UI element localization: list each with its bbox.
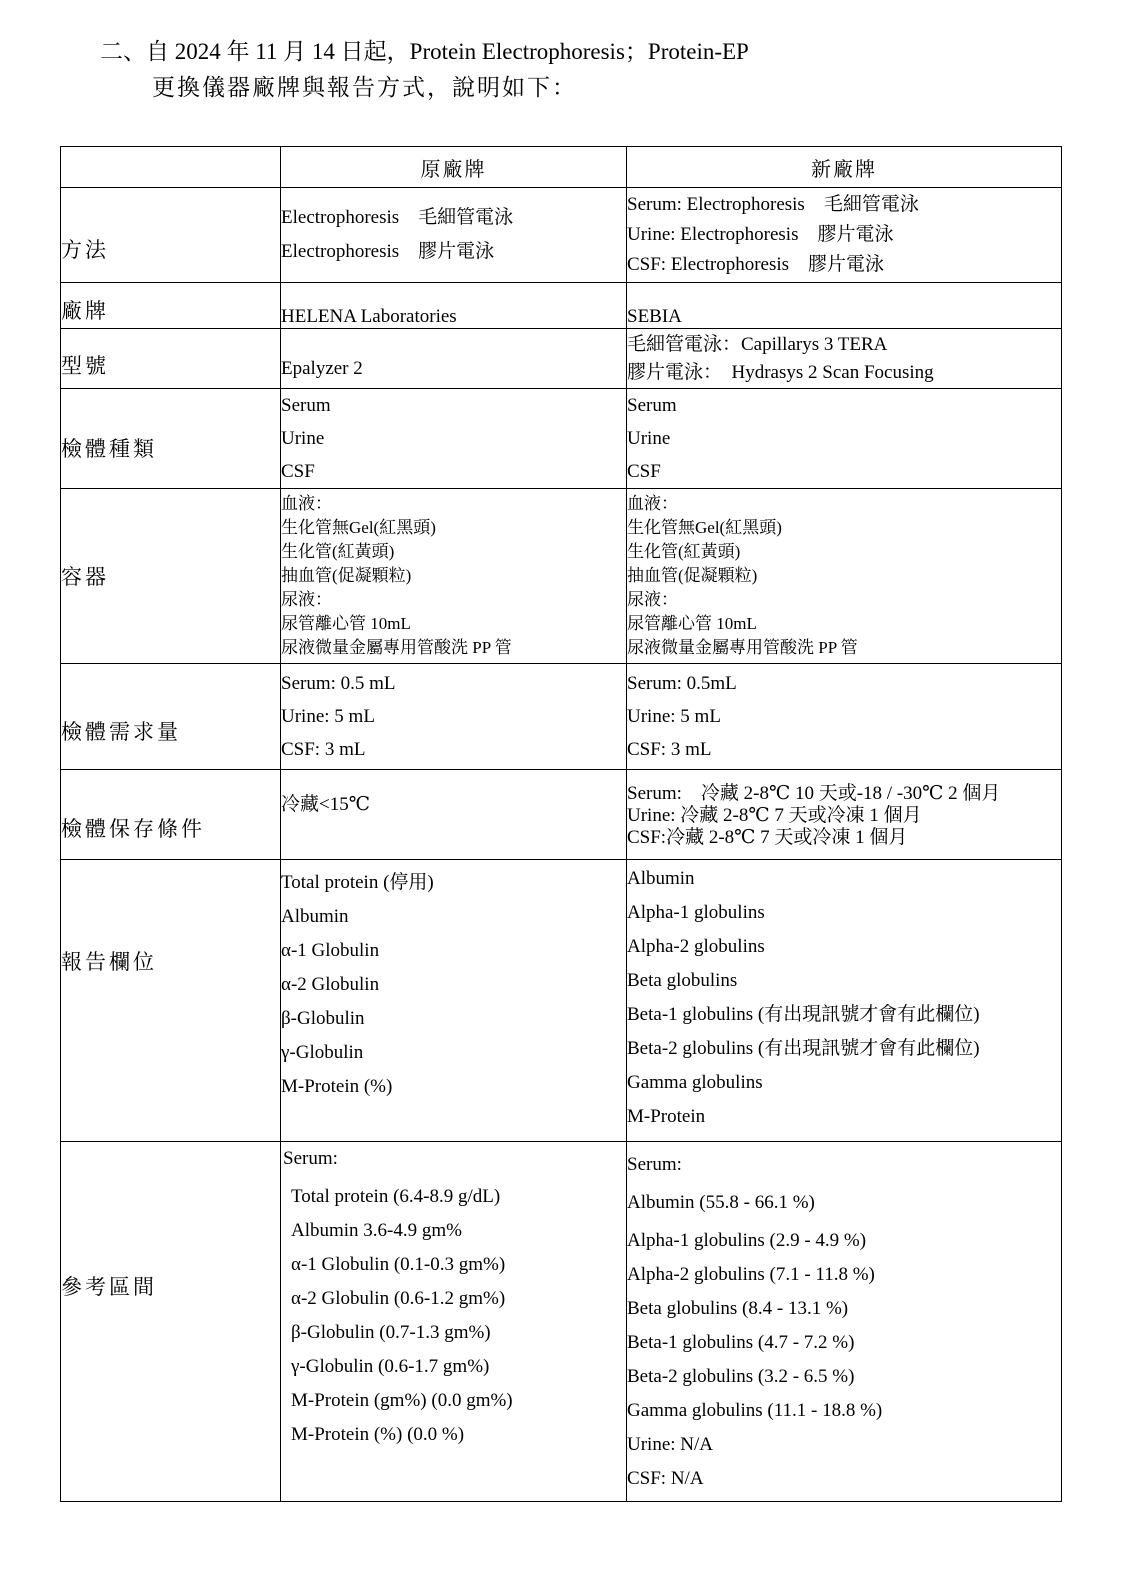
new-cell — [627, 1142, 1062, 1502]
cell-line: Alpha-1 globulins — [627, 902, 765, 923]
cell-line: 抽血管(促凝顆粒) — [627, 566, 758, 585]
row-label: 廠牌 — [61, 283, 281, 329]
row-label: 型號 — [61, 329, 281, 389]
cell-line: Urine: N/A — [627, 1434, 714, 1455]
old-cell — [281, 489, 627, 664]
cell-line: Beta-2 globulins (3.2 - 6.5 %) — [627, 1366, 855, 1387]
cell-line: Urine: 5 mL — [281, 706, 375, 727]
row-label: 參考區間 — [61, 1142, 281, 1502]
cell-line: Urine: Electrophoresis 膠片電泳 — [627, 224, 894, 245]
row-label: 容器 — [61, 489, 281, 664]
old-cell — [281, 283, 627, 329]
cell-line: Serum: 冷藏 2-8℃ 10 天或-18 / -30℃ 2 個月 — [627, 782, 1001, 804]
cell-line: β-Globulin — [281, 1008, 365, 1029]
cell-line: Serum: 0.5 mL — [281, 673, 396, 694]
cell-line: CSF: 3 mL — [627, 739, 712, 760]
cell-line: M-Protein (%) — [281, 1076, 393, 1097]
cell-line: α-1 Globulin (0.1-0.3 gm%) — [291, 1254, 506, 1275]
cell-line: Beta-2 globulins (有出現訊號才會有此欄位) — [627, 1038, 980, 1059]
cell-line: 尿液： — [627, 590, 678, 609]
cell-line: CSF:冷藏 2-8℃ 7 天或冷凍 1 個月 — [627, 826, 908, 848]
old-cell — [281, 860, 627, 1142]
cell-line: Beta-1 globulins (4.7 - 7.2 %) — [627, 1332, 855, 1353]
table-row — [61, 860, 1062, 1142]
cell-line: CSF — [281, 461, 315, 482]
heading — [100, 34, 1080, 106]
new-cell — [627, 489, 1062, 664]
cell-line: 生化管無Gel(紅黑頭) — [627, 518, 782, 537]
table-row — [61, 389, 1062, 489]
table-row — [61, 489, 1062, 664]
cell-line: Albumin (55.8 - 66.1 %) — [627, 1192, 815, 1213]
cell-line: Albumin — [281, 906, 349, 927]
new-cell — [627, 188, 1062, 283]
cell-line: Alpha-2 globulins — [627, 936, 765, 957]
cell-line: Alpha-1 globulins (2.9 - 4.9 %) — [627, 1230, 867, 1251]
cell-line: 尿液： — [281, 590, 332, 609]
table-row — [61, 1142, 1062, 1502]
cell-line: 血液： — [281, 494, 332, 513]
old-cell — [281, 664, 627, 770]
new-cell — [627, 860, 1062, 1142]
cell-line: M-Protein — [627, 1106, 706, 1127]
cell-line: Epalyzer 2 — [281, 358, 363, 379]
cell-line: Urine — [281, 428, 325, 449]
cell-line: Beta-1 globulins (有出現訊號才會有此欄位) — [627, 1004, 980, 1025]
heading-line-1: 二、自 2024 年 11 月 14 日起，Protein Electrophoresis；Protein-EP — [100, 39, 749, 64]
comparison-table — [60, 146, 1062, 1502]
cell-line: Serum: — [627, 1154, 682, 1175]
cell-line: CSF: N/A — [627, 1468, 704, 1489]
new-cell — [627, 664, 1062, 770]
old-cell — [281, 188, 627, 283]
cell-line: 膠片電泳： Hydrasys 2 Scan Focusing — [627, 361, 934, 383]
cell-line: Urine: 5 mL — [627, 706, 721, 727]
cell-line: γ-Globulin — [281, 1042, 364, 1063]
cell-line: 尿管離心管 10mL — [281, 614, 411, 633]
cell-line: 尿管離心管 10mL — [627, 614, 757, 633]
cell-line: SEBIA — [627, 306, 682, 327]
cell-line: Serum — [281, 395, 331, 416]
cell-line: 冷藏<15℃ — [281, 794, 370, 815]
cell-title: Serum: — [283, 1148, 338, 1169]
table-row — [61, 188, 1062, 283]
cell-line: Gamma globulins — [627, 1072, 763, 1093]
cell-line: M-Protein (gm%) (0.0 gm%) — [291, 1390, 513, 1411]
new-cell — [627, 389, 1062, 489]
cell-line: 生化管(紅黃頭) — [627, 542, 741, 561]
header-new-brand: 新廠牌 — [627, 147, 1062, 188]
cell-line: Electrophoresis 毛細管電泳 — [281, 207, 514, 228]
cell-line: Serum: Electrophoresis 毛細管電泳 — [627, 194, 919, 215]
cell-line: CSF: Electrophoresis 膠片電泳 — [627, 254, 885, 275]
cell-line: α-2 Globulin — [281, 974, 380, 995]
table-header-row — [61, 147, 1062, 188]
table-row — [61, 770, 1062, 860]
cell-line: Serum: 0.5mL — [627, 673, 737, 694]
row-label: 檢體種類 — [61, 389, 281, 489]
cell-line: Gamma globulins (11.1 - 18.8 %) — [627, 1400, 883, 1421]
cell-line: β-Globulin (0.7-1.3 gm%) — [291, 1322, 491, 1343]
old-cell — [281, 389, 627, 489]
cell-line: α-2 Globulin (0.6-1.2 gm%) — [291, 1288, 506, 1309]
cell-line: Beta globulins — [627, 970, 738, 991]
old-cell — [281, 329, 627, 389]
cell-line: CSF: 3 mL — [281, 739, 366, 760]
table-row — [61, 329, 1062, 389]
row-label: 報告欄位 — [61, 860, 281, 1142]
cell-line: Total protein (6.4-8.9 g/dL) — [291, 1186, 501, 1207]
header-old-brand: 原廠牌 — [281, 147, 627, 188]
cell-line: Alpha-2 globulins (7.1 - 11.8 %) — [627, 1264, 875, 1285]
new-cell — [627, 283, 1062, 329]
cell-line: CSF — [627, 461, 661, 482]
cell-line: 尿液微量金屬專用管酸洗 PP 管 — [281, 638, 512, 657]
cell-line: γ-Globulin (0.6-1.7 gm%) — [291, 1356, 490, 1377]
cell-line: α-1 Globulin — [281, 940, 380, 961]
new-cell — [627, 770, 1062, 860]
header-blank — [61, 147, 281, 188]
row-label: 方法 — [61, 188, 281, 283]
row-label: 檢體保存條件 — [61, 770, 281, 860]
table-row — [61, 664, 1062, 770]
cell-line: Electrophoresis 膠片電泳 — [281, 241, 495, 262]
cell-line: 生化管(紅黃頭) — [281, 542, 395, 561]
old-cell — [281, 1142, 627, 1502]
row-label: 檢體需求量 — [61, 664, 281, 770]
cell-line: HELENA Laboratories — [281, 306, 457, 327]
cell-line: 尿液微量金屬專用管酸洗 PP 管 — [627, 638, 858, 657]
cell-line: 毛細管電泳：Capillarys 3 TERA — [627, 333, 888, 355]
cell-line: Albumin — [627, 868, 695, 889]
cell-line: 血液： — [627, 494, 678, 513]
cell-line: Urine: 冷藏 2-8℃ 7 天或冷凍 1 個月 — [627, 804, 922, 826]
new-cell — [627, 329, 1062, 389]
cell-line: Total protein (停用) — [281, 872, 434, 893]
cell-line: Albumin 3.6-4.9 gm% — [291, 1220, 462, 1241]
cell-line: Serum — [627, 395, 677, 416]
cell-line: 生化管無Gel(紅黑頭) — [281, 518, 436, 537]
heading-line-2: 更換儀器廠牌與報告方式，說明如下： — [152, 75, 577, 100]
cell-line: Beta globulins (8.4 - 13.1 %) — [627, 1298, 849, 1319]
cell-line: M-Protein (%) (0.0 %) — [291, 1424, 465, 1445]
old-cell — [281, 770, 627, 860]
cell-line: Urine — [627, 428, 671, 449]
cell-line: 抽血管(促凝顆粒) — [281, 566, 412, 585]
table-row — [61, 283, 1062, 329]
